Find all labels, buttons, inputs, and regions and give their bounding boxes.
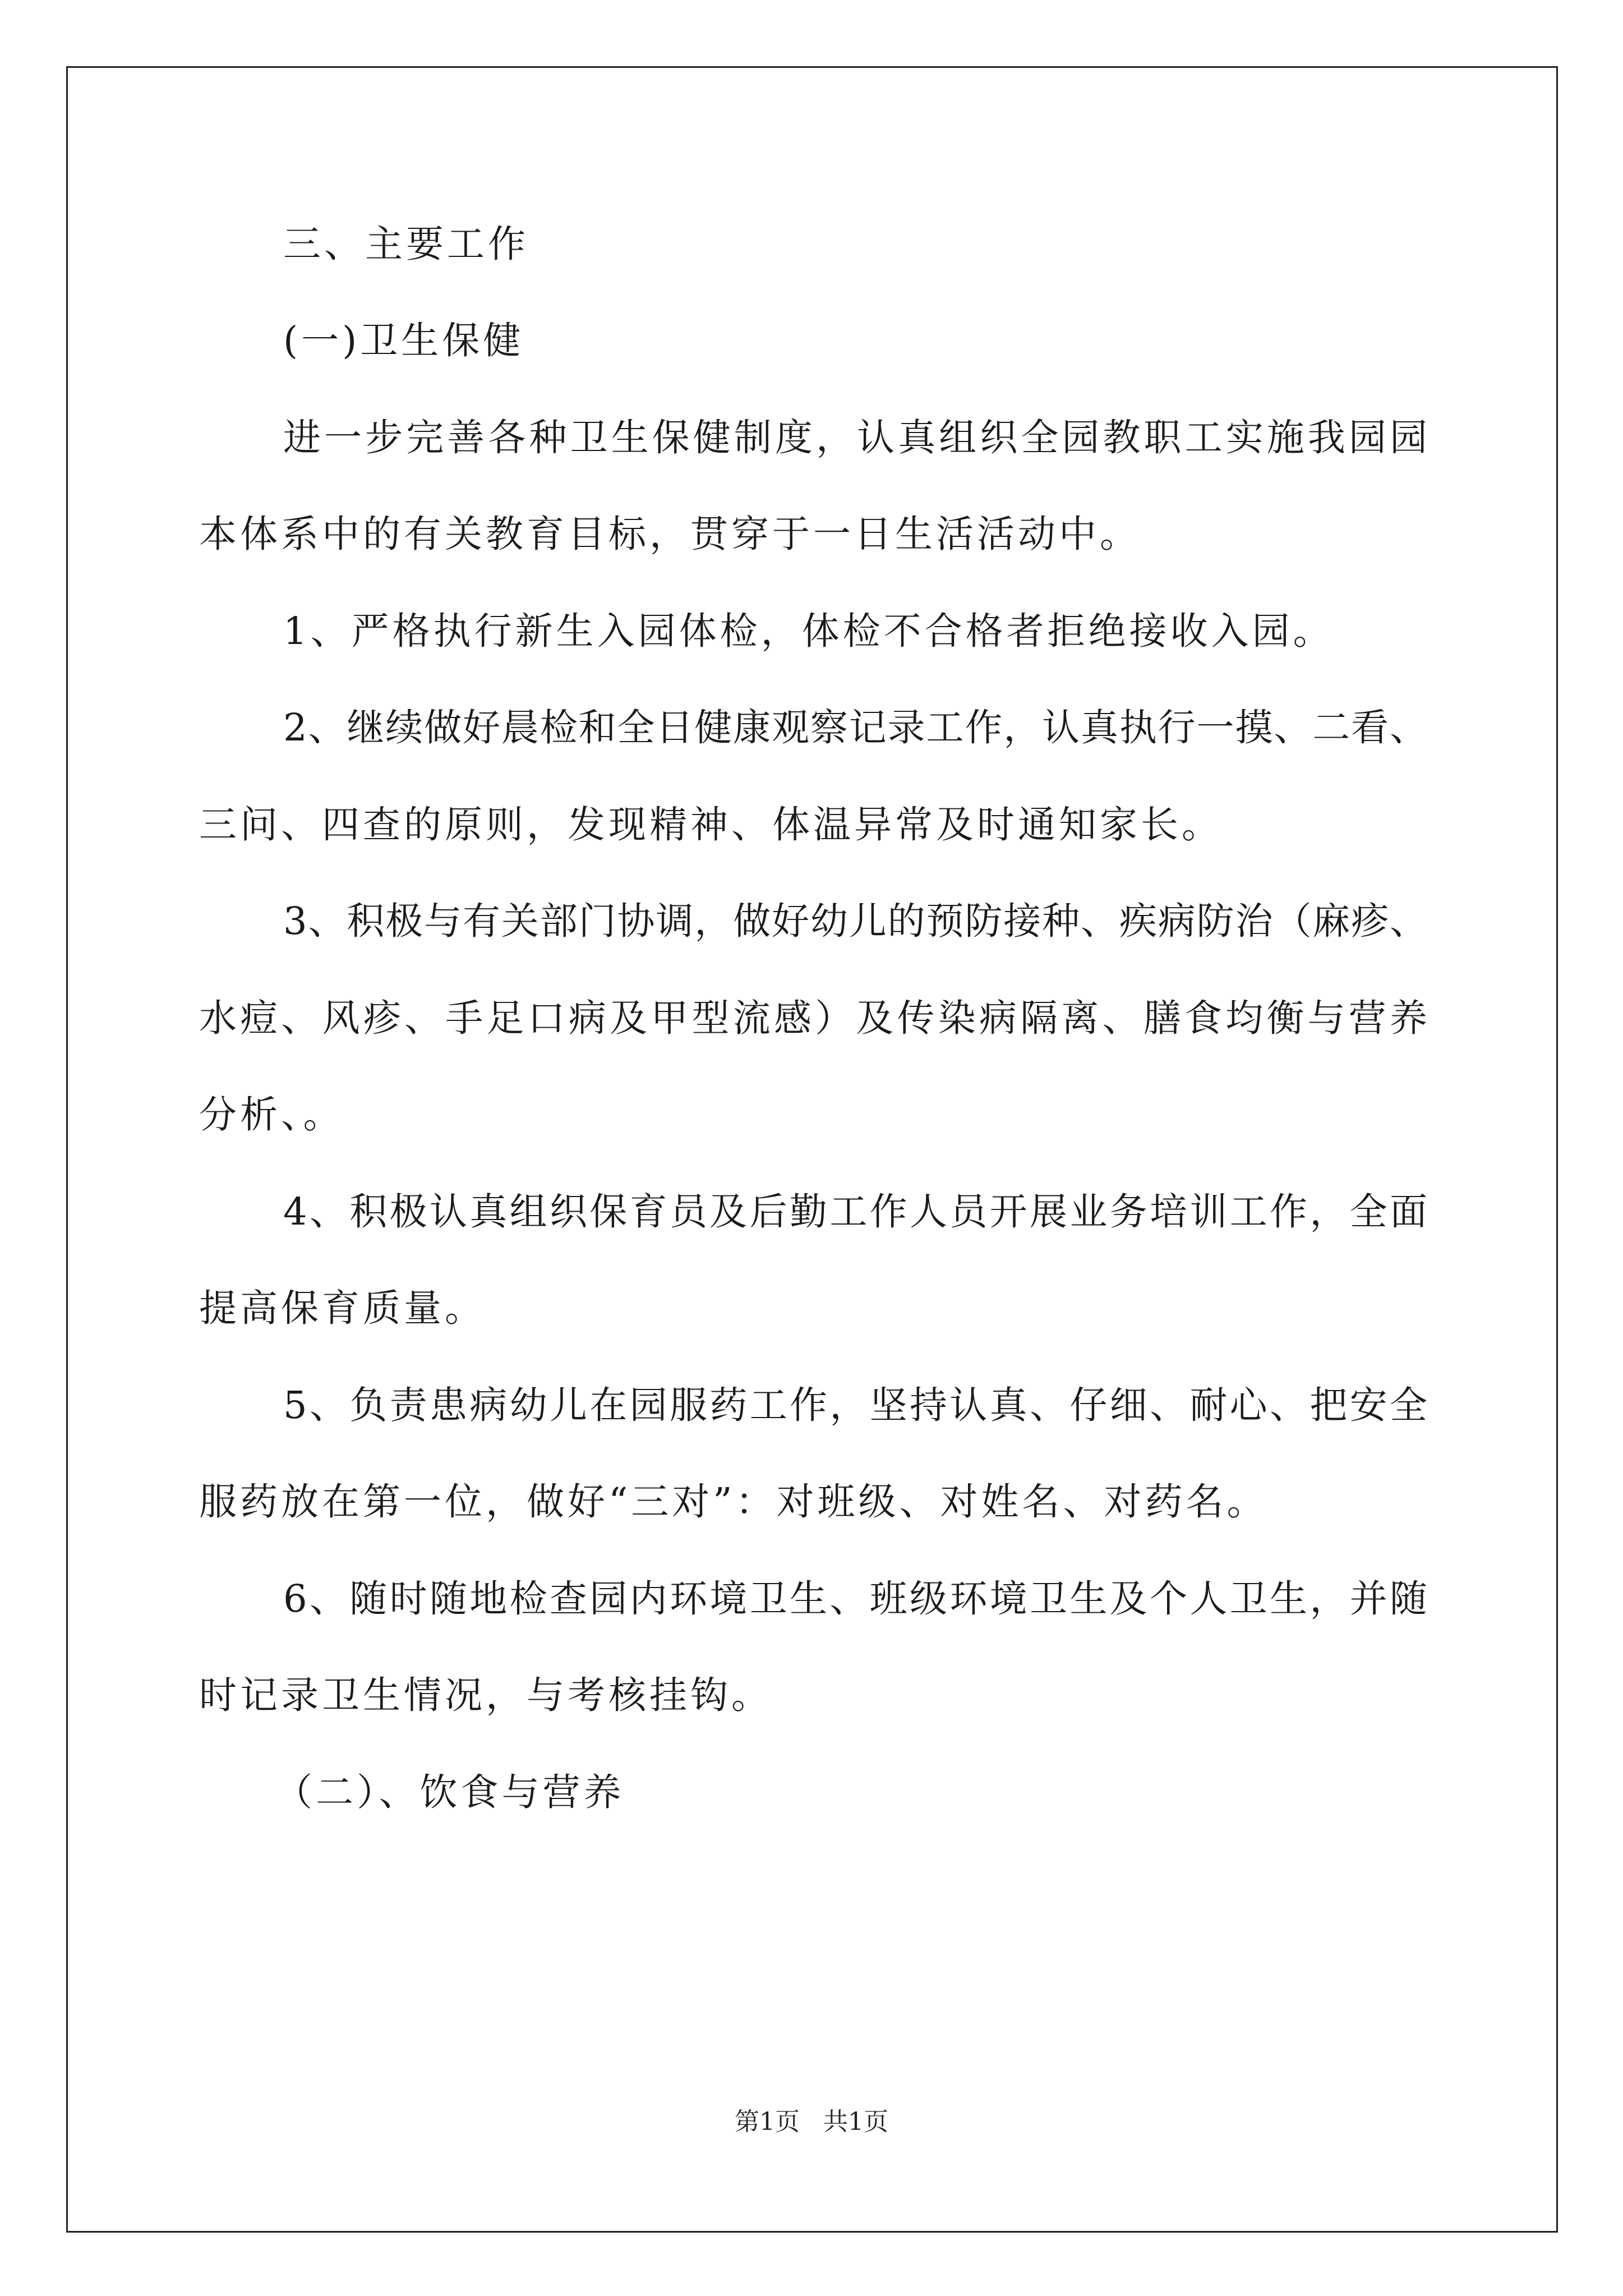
list-item-3-line-3: 分析、。 (199, 1093, 344, 1137)
list-item-3-line-1: 3、积极与有关部门协调，做好幼儿的预防接种、疾病防治（麻疹、 (283, 899, 1427, 943)
page-footer (0, 2106, 1623, 2138)
section-heading: 三、主要工作 (283, 222, 529, 266)
list-item-2-line-2: 三问、四查的原则，发现精神、体温异常及时通知家长。 (199, 803, 1223, 846)
list-item-1: 1、严格执行新生入园体检，体检不合格者拒绝接收入园。 (283, 609, 1334, 653)
list-item-5-line-2: 服药放在第一位，做好“三对”：对班级、对姓名、对药名。 (199, 1480, 1268, 1524)
page-number: 第1页 (735, 2108, 800, 2136)
intro-paragraph-line-1: 进一步完善各种卫生保健制度，认真组织全园教职工实施我园园 (283, 416, 1427, 459)
page-total: 共1页 (823, 2108, 888, 2136)
list-item-5-line-1: 5、负责患病幼儿在园服药工作，坚持认真、仔细、耐心、把安全 (283, 1383, 1427, 1427)
list-item-2-line-1: 2、继续做好晨检和全日健康观察记录工作，认真执行一摸、二看、 (283, 706, 1427, 749)
list-item-4-line-2: 提高保育质量。 (199, 1286, 486, 1330)
page-border (66, 66, 1558, 2233)
list-item-3-line-2: 水痘、风疹、手足口病及甲型流感）及传染病隔离、膳食均衡与营养 (199, 996, 1427, 1040)
subsection-heading-diet: （二）、饮食与营养 (275, 1770, 625, 1814)
intro-paragraph-line-2: 本体系中的有关教育目标，贯穿于一日生活活动中。 (199, 512, 1141, 556)
list-item-6-line-1: 6、随时随地检查园内环境卫生、班级环境卫生及个人卫生，并随 (283, 1577, 1427, 1621)
subsection-heading-health: (一)卫生保健 (283, 319, 524, 362)
list-item-4-line-1: 4、积极认真组织保育员及后勤工作人员开展业务培训工作，全面 (283, 1190, 1427, 1234)
list-item-6-line-2: 时记录卫生情况，与考核挂钩。 (199, 1673, 772, 1717)
